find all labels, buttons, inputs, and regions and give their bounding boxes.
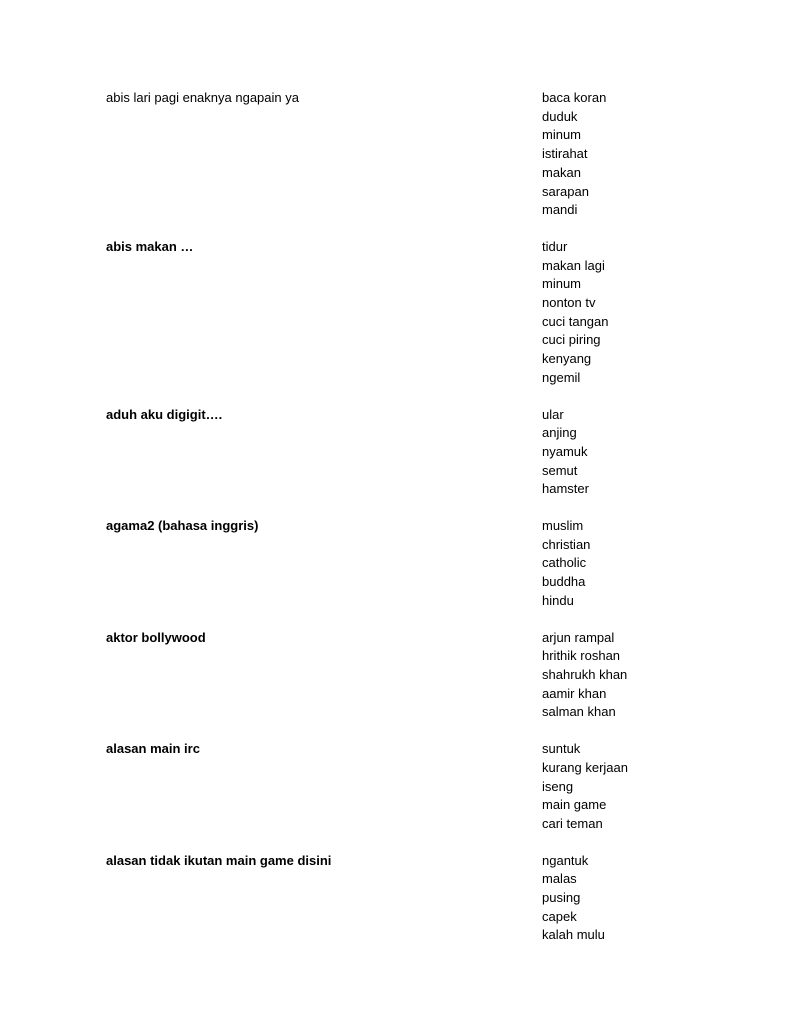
question-text: aktor bollywood	[106, 629, 206, 645]
answer-item: istirahat	[542, 146, 588, 162]
qa-entry	[106, 517, 666, 611]
answer-item: makan lagi	[542, 257, 605, 273]
answer-list	[542, 740, 666, 834]
answer-item: nonton tv	[542, 295, 596, 311]
answer-list	[542, 238, 666, 388]
answer-item: ngemil	[542, 369, 581, 385]
answer-item: mandi	[542, 202, 578, 218]
answer-item: makan	[542, 164, 582, 180]
question-text: abis lari pagi enaknya ngapain ya	[106, 90, 299, 105]
qa-entry	[106, 89, 666, 220]
question-text: agama2 (bahasa inggris)	[106, 518, 259, 534]
answer-item: shahrukh khan	[542, 666, 628, 682]
qa-entry	[106, 629, 666, 723]
qa-entry	[106, 406, 666, 500]
question-text: alasan main irc	[106, 741, 200, 757]
answer-item: pusing	[542, 890, 581, 906]
answer-item: cuci piring	[542, 332, 601, 348]
answer-item: nyamuk	[542, 443, 588, 459]
answer-item: ular	[542, 406, 564, 422]
answer-item: catholic	[542, 555, 587, 571]
qa-entry	[106, 852, 666, 946]
answer-item: hamster	[542, 481, 589, 497]
answer-item: arjun rampal	[542, 629, 615, 645]
answer-item: ngantuk	[542, 852, 589, 868]
answer-item: minum	[542, 127, 582, 143]
answer-item: christian	[542, 536, 591, 552]
answer-item: iseng	[542, 778, 574, 794]
answer-item: muslim	[542, 518, 584, 534]
answer-item: baca koran	[542, 90, 607, 105]
answer-item: sarapan	[542, 183, 589, 199]
answer-item: buddha	[542, 574, 586, 590]
answer-item: main game	[542, 797, 607, 813]
qa-entry	[106, 740, 666, 834]
answer-list	[542, 89, 666, 220]
answer-item: salman khan	[542, 704, 616, 720]
answer-item: suntuk	[542, 741, 581, 757]
answer-item: kenyang	[542, 351, 592, 367]
answer-item: semut	[542, 462, 578, 478]
answer-list	[542, 852, 666, 946]
answer-item: cari teman	[542, 815, 603, 831]
answer-item: tidur	[542, 238, 568, 254]
answer-list	[542, 517, 666, 611]
answer-item: duduk	[542, 108, 578, 124]
question-answer-list	[106, 89, 666, 963]
answer-item: cuci tangan	[542, 313, 609, 329]
qa-entry	[106, 238, 666, 388]
answer-item: minum	[542, 276, 582, 292]
answer-item: capek	[542, 908, 577, 924]
answer-item: anjing	[542, 425, 577, 441]
answer-item: kurang kerjaan	[542, 759, 628, 775]
question-text: alasan tidak ikutan main game disini	[106, 852, 332, 868]
answer-item: kalah mulu	[542, 927, 605, 943]
question-text: abis makan …	[106, 238, 194, 254]
answer-item: hindu	[542, 592, 574, 608]
answer-item: aamir khan	[542, 685, 607, 701]
answer-list	[542, 406, 666, 500]
answer-item: hrithik roshan	[542, 648, 621, 664]
answer-item: malas	[542, 871, 577, 887]
question-text: aduh aku digigit….	[106, 406, 223, 422]
answer-list	[542, 629, 666, 723]
